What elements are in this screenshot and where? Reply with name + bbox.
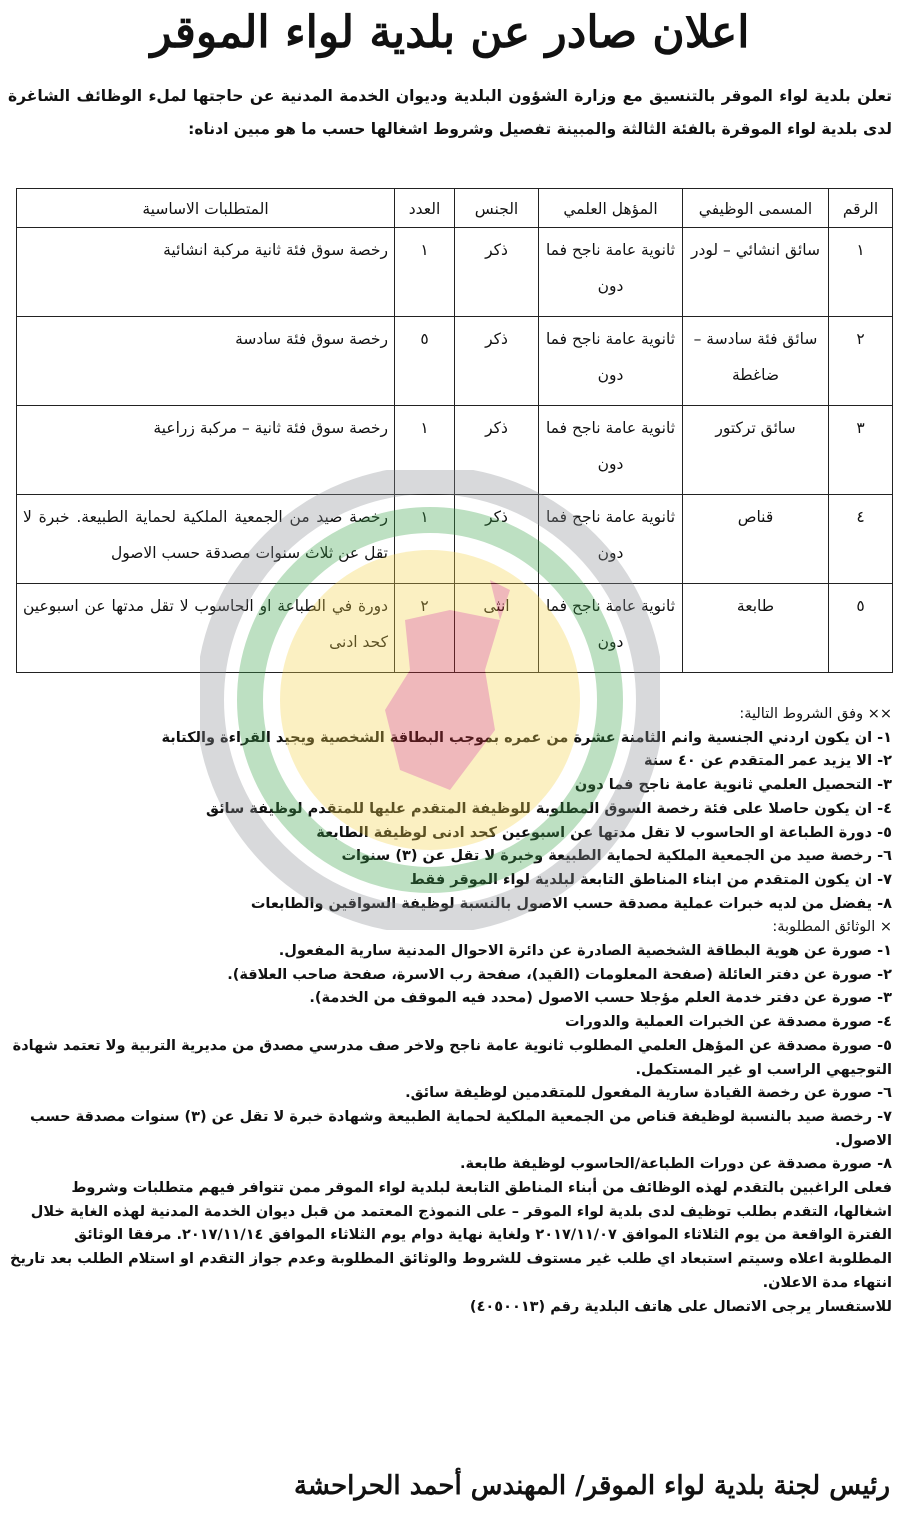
cell-count: ٢	[395, 584, 455, 673]
cell-title: طابعة	[683, 584, 829, 673]
cell-qualification: ثانوية عامة ناجح فما دون	[539, 406, 683, 495]
condition-item: ١- ان يكون اردني الجنسية وانم الثامنة عشرة من عمره بموجب البطاقة الشخصية ويجيد القراءة والكتابة	[161, 729, 892, 746]
cell-gender: انثى	[455, 584, 539, 673]
documents-heading: × الوثائق المطلوبة:	[772, 919, 892, 936]
condition-item: ٤- ان يكون حاصلا على فئة رخصة السوق المطلوبة للوظيفة المتقدم عليها للمتقدم لوظيفة سائق	[206, 800, 892, 817]
document-item: ١- صورة عن هوية البطاقة الشخصية الصادرة عن دائرة الاحوال المدنية سارية المفعول.	[278, 943, 892, 960]
document-item: ٣- صورة عن دفتر خدمة العلم مؤجلا حسب الاصول (محدد فيه الموقف من الخدمة).	[309, 990, 892, 1007]
cell-num: ٣	[829, 406, 893, 495]
condition-item: ٦- رخصة صيد من الجمعية الملكية لحماية الطبيعة وخبرة لا تقل عن (٣) سنوات	[341, 848, 892, 865]
cell-count: ١	[395, 495, 455, 584]
conditions-section	[8, 703, 892, 1319]
table-row	[17, 228, 893, 317]
document-item: ٥- صورة مصدقة عن المؤهل العلمي المطلوب ثانوية عامة ناجح ولاخر صف مدرسي مصدق من مديرية التربية ولا تعتمد شهادة التوجيهي الراسب او غير المستكمل.	[12, 1037, 892, 1078]
condition-item: ٨- يفضل من لديه خبرات عملية مصدقة حسب الاصول بالنسبة لوظيفة السواقين والطابعات	[250, 895, 892, 912]
cell-requirements: رخصة صيد من الجمعية الملكية لحماية الطبيعة. خبرة لا تقل عن ثلاث سنوات مصدقة حسب الاصول	[17, 495, 395, 584]
header-title: المسمى الوظيفي	[683, 189, 829, 228]
document-item: ٧- رخصة صيد بالنسبة لوظيفة قناص من الجمعية الملكية لحماية الطبيعة وشهادة خبرة لا تقل عن (٣) سنوات مصدقة حسب الاصول.	[30, 1108, 892, 1149]
condition-item: ٥- دورة الطباعة او الحاسوب لا تقل مدتها عن اسبوعين كحد ادنى لوظيفة الطابعة	[316, 824, 892, 841]
cell-title: سائق فئة سادسة – ضاغطة	[683, 317, 829, 406]
cell-num: ٢	[829, 317, 893, 406]
signature-line: رئيس لجنة بلدية لواء الموقر/ المهندس أحمد الحراحشة	[293, 1471, 890, 1501]
cell-title: سائق انشائي – لودر	[683, 228, 829, 317]
cell-qualification: ثانوية عامة ناجح فما دون	[539, 584, 683, 673]
cell-title: سائق تركتور	[683, 406, 829, 495]
cell-requirements: رخصة سوق فئة ثانية – مركبة زراعية	[17, 406, 395, 495]
cell-count: ١	[395, 228, 455, 317]
cell-gender: ذكر	[455, 228, 539, 317]
header-requirements: المتطلبات الاساسية	[17, 189, 395, 228]
condition-item: ٣- التحصيل العلمي ثانوية عامة ناجح فما دون	[574, 777, 892, 794]
vacancies-table	[16, 188, 893, 673]
cell-gender: ذكر	[455, 495, 539, 584]
document-item: ٦- صورة عن رخصة القيادة سارية المفعول للمتقدمين لوظيفة سائق.	[405, 1085, 892, 1102]
cell-qualification: ثانوية عامة ناجح فما دون	[539, 317, 683, 406]
document-item: ٨- صورة مصدقة عن دورات الطباعة/الحاسوب لوظيفة طابعة.	[460, 1156, 892, 1173]
table-row	[17, 317, 893, 406]
cell-num: ١	[829, 228, 893, 317]
cell-requirements: رخصة سوق فئة سادسة	[17, 317, 395, 406]
intro-paragraph: تعلن بلدية لواء الموقر بالتنسيق مع وزارة الشؤون البلدية وديوان الخدمة المدنية عن حاجتها لملء الوظائف الشاغرة لدى بلدية لواء الموقرة بالفئة الثالثة والمبينة تفصيل وشروط اشغالها حسب ما هو مبين ادناه:	[8, 87, 892, 138]
cell-qualification: ثانوية عامة ناجح فما دون	[539, 228, 683, 317]
header-gender: الجنس	[455, 189, 539, 228]
document-item: ٤- صورة مصدقة عن الخبرات العملية والدورات	[564, 1014, 892, 1031]
cell-requirements: رخصة سوق فئة ثانية مركبة انشائية	[17, 228, 395, 317]
table-row	[17, 406, 893, 495]
contact-line: للاستفسار يرجى الاتصال على هاتف البلدية رقم (٤٠٥٠٠١٣)	[469, 1298, 892, 1315]
document-item: ٢- صورة عن دفتر العائلة (صفحة المعلومات (القيد)، صفحة رب الاسرة، صفحة صاحب العلاقة).	[227, 966, 892, 983]
header-count: العدد	[395, 189, 455, 228]
header-num: الرقم	[829, 189, 893, 228]
table-row	[17, 584, 893, 673]
cell-requirements: دورة في الطباعة او الحاسوب لا تقل مدتها عن اسبوعين كحد ادنى	[17, 584, 395, 673]
closing-paragraph: فعلى الراغبين بالتقدم لهذه الوظائف من أبناء المناطق التابعة لبلدية لواء الموقر ممن تتوافر فيهم متطلبات وشروط اشغالها، التقدم بطلب توظيف لدى بلدية لواء الموقر – على النموذج المعتمد من قبل ديوان الخدمة المدنية لهذه الغاية خلال الفترة الواقعة من يوم الثلاثاء الموافق ٢٠١٧/١١/٠٧ ولغاية نهاية دوام يوم الثلاثاء الموافق ٢٠١٧/١١/١٤. مرفقا الوثائق المطلوبة اعلاه وسيتم استبعاد اي طلب غير مستوف للشروط والوثائق المطلوبة وعدم جواز التقدم او استلام الطلب بعد تاريخ انتهاء مدة الاعلان.	[10, 1180, 892, 1291]
header-qualification: المؤهل العلمي	[539, 189, 683, 228]
cell-qualification: ثانوية عامة ناجح فما دون	[539, 495, 683, 584]
cell-num: ٤	[829, 495, 893, 584]
cell-gender: ذكر	[455, 317, 539, 406]
condition-item: ٢- الا يزيد عمر المتقدم عن ٤٠ سنة	[643, 753, 892, 770]
cell-count: ٥	[395, 317, 455, 406]
table-row	[17, 495, 893, 584]
table-header-row	[17, 189, 893, 228]
conditions-heading: ×× وفق الشروط التالية:	[739, 706, 892, 722]
cell-count: ١	[395, 406, 455, 495]
cell-gender: ذكر	[455, 406, 539, 495]
cell-num: ٥	[829, 584, 893, 673]
cell-title: قناص	[683, 495, 829, 584]
announcement-title: اعلان صادر عن بلدية لواء الموقر	[150, 7, 750, 58]
condition-item: ٧- ان يكون المتقدم من ابناء المناطق التابعة لبلدية لواء الموقر فقط	[409, 871, 892, 888]
